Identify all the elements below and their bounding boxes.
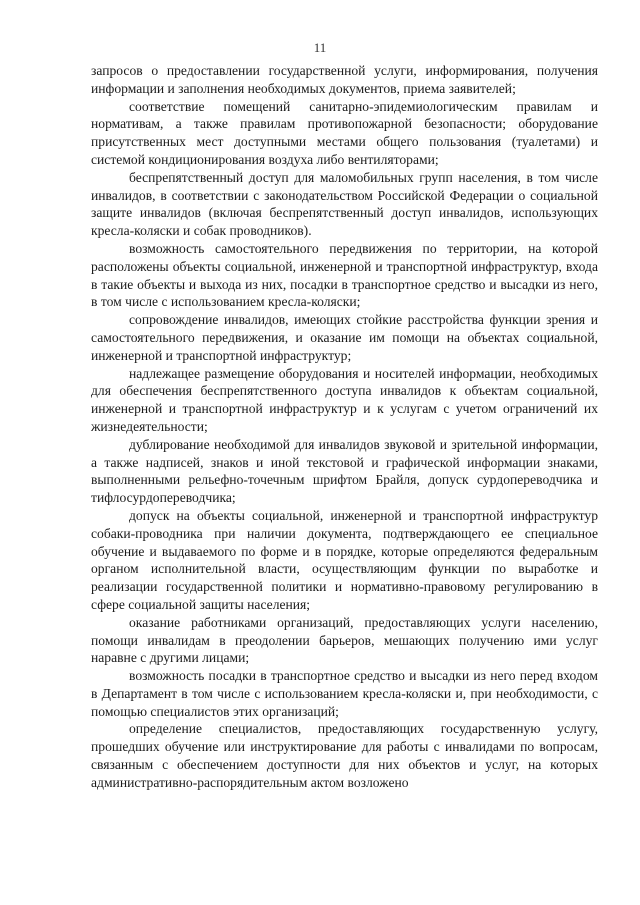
page-number: 11 — [313, 40, 327, 55]
paragraph-staff-assistance: оказание работниками организаций, предоставляющих услуги населению, помощи инвалидам в преодолении барьеров, мешающих получению ими услуг наравне с другими лицами; — [91, 614, 598, 666]
paragraph-premises-compliance: соответствие помещений санитарно-эпидемиологическим правилам и нормативам, а также правилам противопожарной безопасности; оборудование присутственных мест доступными местами общего пользования (туалетами) и системой кондиционирования воздуха либо вентиляторами; — [91, 98, 598, 167]
paragraph-unobstructed-access: беспрепятственный доступ для маломобильных групп населения, в том числе инвалидов, в соответствии с законодательством Российской Федерации о социальной защите инвалидов (включая беспрепятственный доступ инвалидов, использующих кресла-коляски и собак проводников). — [91, 169, 598, 239]
paragraph-vehicle-boarding: возможность посадки в транспортное средство и высадки из него перед входом в Департамент в том числе с использованием кресла-коляски и, при необходимости, с помощью специалистов этих организаций; — [91, 668, 598, 719]
paragraph-specialists: определение специалистов, предоставляющих государственную услугу, прошедших обучение или инструктирование для работы с инвалидами по вопросам, связанным с обеспечением доступности для них объектов и услуг, на которых административно-распорядительным актом возложено — [91, 721, 598, 790]
paragraph-continuation: запросов о предоставлении государственной услуги, информирования, получения информации и заполнения необходимых документов, приема заявителей; — [91, 63, 598, 96]
paragraph-escort: сопровождение инвалидов, имеющих стойкие расстройства функции зрения и самостоятельного передвижения, и оказание им помощи на объектах социальной, инженерной и транспортной инфраструктур; — [91, 312, 598, 363]
paragraph-guide-dog-admission: допуск на объекты социальной, инженерной и транспортной инфраструктур собаки-проводника при наличии документа, подтверждающего ее специальное обучение и выдаваемого по форме и в порядке, которые определяются федеральным органом исполнительной власти, осуществляющим функции по выработке и реализации государственной политики и нормативно-правовому регулированию в сфере социальной защиты населения; — [91, 507, 598, 612]
document-body — [91, 62, 598, 792]
paragraph-equipment-placement: надлежащее размещение оборудования и носителей информации, необходимых для обеспечения беспрепятственного доступа инвалидов к объектам социальной, инженерной и транспортной инфраструктур и к услугам с учетом ограничений их жизнедеятельности; — [91, 365, 598, 434]
paragraph-independent-movement: возможность самостоятельного передвижения по территории, на которой расположены объекты социальной, инженерной и транспортной инфраструктур, входа в такие объекты и выхода из них, посадки в транспортное средство и высадки из него, в том числе с использованием кресла-коляски; — [91, 240, 598, 310]
paragraph-information-duplication: дублирование необходимой для инвалидов звуковой и зрительной информации, а также надписей, знаков и иной текстовой и графической информации знаками, выполненными рельефно-точечным шрифтом Брайля, допуск сурдопереводчика и тифлосурдопереводчика; — [91, 436, 598, 506]
